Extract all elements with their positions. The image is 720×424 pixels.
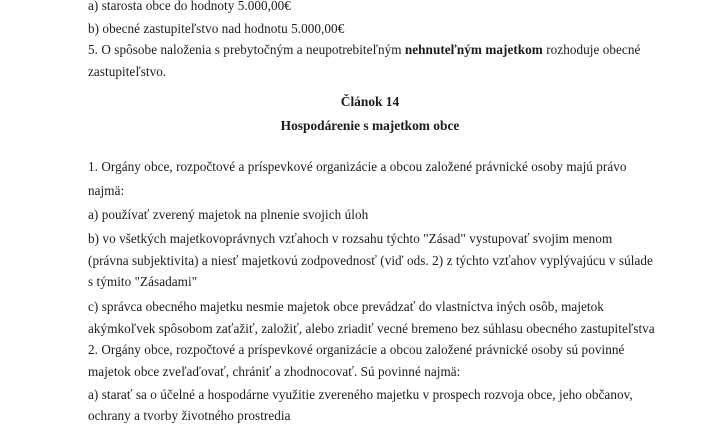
body-line: akýmkoľvek spôsobom zaťažiť, založiť, alebo zriadiť vecné bremeno bez súhlasu obecného zastupiteľstva — [88, 321, 655, 336]
body-line: najmä: — [88, 183, 125, 198]
body-line: a) používať zverený majetok na plnenie svojich úloh — [88, 207, 369, 222]
point-5-continuation: zastupiteľstvo. — [88, 64, 167, 79]
body-line: 2. Orgány obce, rozpočtové a príspevkové organizácie a obcou založené právnické osoby sú povinné — [88, 342, 625, 357]
body-line: a) starať sa o účelné a hospodárne využitie zvereného majetku v prospech rozvoja obce, jeho občanov, — [88, 387, 633, 402]
body-line: (právna subjektivita) a niesť majetkovú zodpovednosť (viď ods. 2) z týchto vzťahov vyplývajúcu v súlade — [88, 253, 653, 268]
point-5-text-end: rozhoduje obecné — [542, 42, 641, 57]
body-line: s týmito "Zásadami" — [88, 274, 198, 289]
point-5-paragraph — [88, 41, 640, 58]
body-line: majetok obce zveľaďovať, chrániť a zhodnocovať. Sú povinné najmä: — [88, 364, 461, 379]
point-5-bold-term: nehnuteľným majetkom — [404, 42, 543, 57]
article-number: Článok 14 — [340, 94, 400, 109]
body-line: 1. Orgány obce, rozpočtové a príspevkové organizácie a obcou založené právnické osoby majú právo — [88, 159, 627, 174]
body-line: ochrany a tvorby životného prostredia — [88, 408, 291, 423]
article-title: Hospodárenie s majetkom obce — [280, 118, 460, 133]
body-line: b) vo všetkých majetkovoprávnych vzťahoch v rozsahu týchto "Zásad" vystupovať svojim menom — [88, 231, 613, 246]
body-line: c) správca obecného majetku nesmie majetok obce prevádzať do vlastníctva iných osôb, majetok — [88, 299, 604, 314]
clause-a-mayor: a) starosta obce do hodnoty 5.000,00€ — [88, 0, 291, 13]
clause-b-council: b) obecné zastupiteľstvo nad hodnotu 5.000,00€ — [88, 21, 345, 36]
point-5-text-start: 5. O spôsobe naloženia s prebytočným a neupotrebiteľným — [88, 42, 405, 57]
